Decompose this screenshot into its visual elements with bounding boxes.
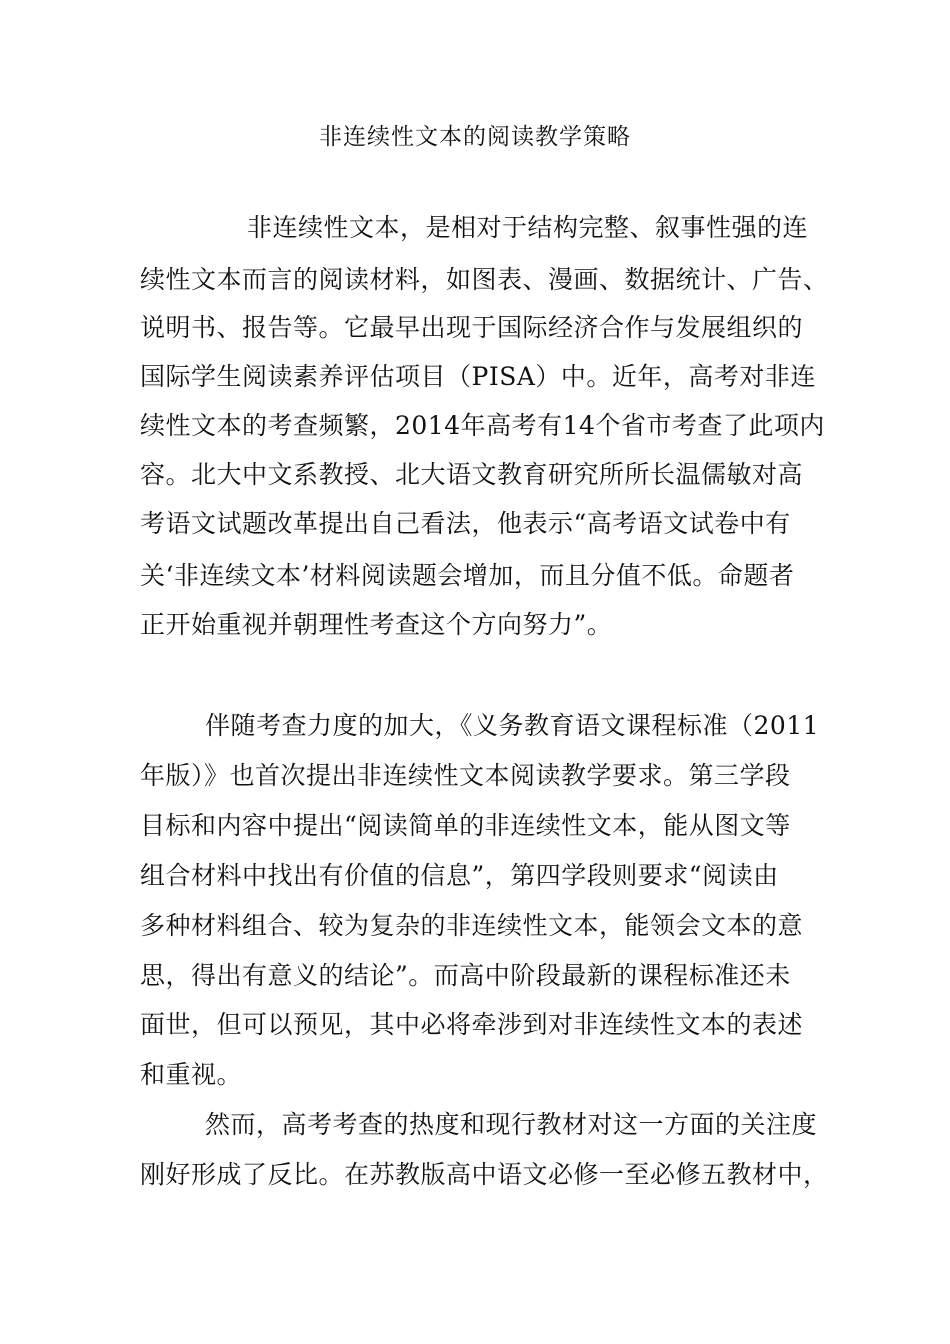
paragraph-2-line-6: 思，得出有意义的结论”。而高中阶段最新的课程标准还未 (140, 961, 791, 990)
paragraph-2-line-3: 目标和内容中提出“阅读简单的非连续性文本，能从图文等 (140, 811, 791, 840)
paragraph-2-line-8: 和重视。 (140, 1060, 243, 1089)
paragraph-2-line-1: 伴随考查力度的加大，《义务教育语文课程标准（2011 (205, 711, 820, 740)
document-title: 非连续性文本的阅读教学策略 (319, 124, 631, 150)
paragraph-2-line-2: 年版）》也首次提出非连续性文本阅读教学要求。第三学段 (140, 761, 791, 790)
paragraph-2-line-5: 多种材料组合、较为复杂的非连续性文本，能领会文本的意 (140, 911, 804, 940)
paragraph-1-line-6: 容。北大中文系教授、北大语文教育研究所所长温儒敏对高 (140, 460, 804, 489)
paragraph-1-line-1: 非连续性文本，是相对于结构完整、叙事性强的连 (247, 213, 809, 242)
paragraph-3-line-1: 然而，高考考查的热度和现行教材对这一方面的关注度 (205, 1110, 818, 1139)
paragraph-2-line-4: 组合材料中找出有价值的信息”，第四学段则要求“阅读由 (140, 861, 779, 890)
paragraph-1-line-9: 正开始重视并朝理性考查这个方向努力”。 (140, 610, 613, 639)
paragraph-1-line-8: 关‘非连续文本’材料阅读题会增加，而且分值不低。命题者 (140, 561, 795, 590)
paragraph-1-line-2: 续性文本而言的阅读材料，如图表、漫画、数据统计、广告、 (140, 265, 829, 294)
paragraph-1-line-4: 国际学生阅读素养评估项目（PISA）中。近年，高考对非连 (140, 362, 816, 391)
paragraph-1-line-7: 考语文试题改革提出自己看法，他表示“高考语文试卷中有 (140, 509, 791, 538)
paragraph-1-line-3: 说明书、报告等。它最早出现于国际经济合作与发展组织的 (140, 313, 804, 342)
paragraph-2-line-7: 面世，但可以预见，其中必将牵涉到对非连续性文本的表述 (140, 1010, 804, 1039)
paragraph-3-line-2: 刚好形成了反比。在苏教版高中语文必修一至必修五教材中， (140, 1160, 829, 1189)
paragraph-1-line-5: 续性文本的考查频繁，2014年高考有14个省市考查了此项内 (140, 411, 825, 440)
